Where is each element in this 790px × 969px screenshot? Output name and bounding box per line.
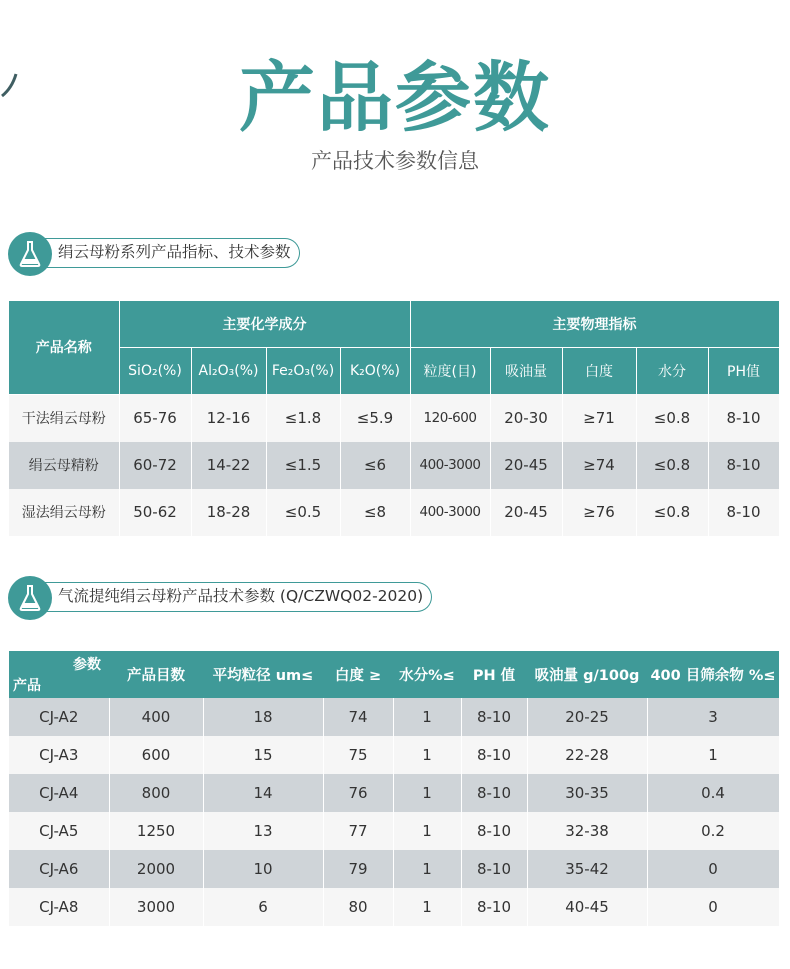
column-header: 吸油量 <box>490 348 562 395</box>
section-header-2 <box>8 576 468 620</box>
table-cell: ≥74 <box>562 442 636 489</box>
column-header: 水分%≤ <box>393 651 461 698</box>
table-cell: 3000 <box>109 888 203 926</box>
table-cell: 8-10 <box>461 774 527 812</box>
table-cell: 10 <box>203 850 323 888</box>
table-cell: 400-3000 <box>410 442 490 489</box>
table-cell: 12-16 <box>191 394 266 442</box>
table-cell: 8-10 <box>708 442 779 489</box>
table-cell: ≤8 <box>340 489 410 536</box>
table-cell: CJ-A3 <box>9 736 109 774</box>
page-subtitle: 产品技术参数信息 <box>311 149 479 173</box>
diagonal-header <box>9 651 109 698</box>
table-cell: 60-72 <box>119 442 191 489</box>
table-cell: 400-3000 <box>410 489 490 536</box>
table-cell: 74 <box>323 698 393 736</box>
table-cell: 18-28 <box>191 489 266 536</box>
section-title-1: 绢云母粉系列产品指标、技术参数 <box>30 238 300 268</box>
header-product-name: 产品名称 <box>9 301 119 394</box>
table-cell: CJ-A2 <box>9 698 109 736</box>
table-cell: 2000 <box>109 850 203 888</box>
column-header: PH 值 <box>461 651 527 698</box>
table-cell: 18 <box>203 698 323 736</box>
table-row <box>9 442 779 489</box>
column-header: PH值 <box>708 348 779 395</box>
column-header: 白度 <box>562 348 636 395</box>
table-cell: 76 <box>323 774 393 812</box>
table-cell: ≤0.8 <box>636 442 708 489</box>
table-cell: 8-10 <box>708 394 779 442</box>
table-cell: 绢云母精粉 <box>9 442 119 489</box>
table-cell: 79 <box>323 850 393 888</box>
table-cell: 6 <box>203 888 323 926</box>
table-cell: ≤1.8 <box>266 394 340 442</box>
column-header: 吸油量 g/100g <box>527 651 647 698</box>
table-cell: ≤1.5 <box>266 442 340 489</box>
table-cell: 0.4 <box>647 774 779 812</box>
table-cell: 8-10 <box>461 698 527 736</box>
table-row <box>9 736 779 774</box>
table-cell: 65-76 <box>119 394 191 442</box>
table-cell: 40-45 <box>527 888 647 926</box>
table-cell: 8-10 <box>461 888 527 926</box>
table-row <box>9 850 779 888</box>
table-cell: 1250 <box>109 812 203 850</box>
table-cell: 35-42 <box>527 850 647 888</box>
table-cell: 32-38 <box>527 812 647 850</box>
table-cell: 湿法绢云母粉 <box>9 489 119 536</box>
table-cell: 0 <box>647 888 779 926</box>
column-header: 400 目筛余物 %≤ <box>647 651 779 698</box>
table-cell: 1 <box>393 698 461 736</box>
table-cell: ≥71 <box>562 394 636 442</box>
table-cell: 3 <box>647 698 779 736</box>
column-header: 产品目数 <box>109 651 203 698</box>
column-header: 粒度(目) <box>410 348 490 395</box>
sericite-spec-table <box>9 301 780 536</box>
table-cell: 1 <box>393 774 461 812</box>
table-cell: 14-22 <box>191 442 266 489</box>
table-cell: 1 <box>393 736 461 774</box>
table-cell: 13 <box>203 812 323 850</box>
flask-icon <box>8 576 52 620</box>
table-cell: 20-25 <box>527 698 647 736</box>
table-cell: 8-10 <box>461 736 527 774</box>
table-cell: CJ-A4 <box>9 774 109 812</box>
header-group-physical: 主要物理指标 <box>410 301 779 348</box>
table-cell: ≥76 <box>562 489 636 536</box>
table-row <box>9 489 779 536</box>
table-cell: 15 <box>203 736 323 774</box>
table-cell: 20-30 <box>490 394 562 442</box>
page-title: 产品参数 <box>239 53 551 142</box>
table-cell: 77 <box>323 812 393 850</box>
table-cell: CJ-A5 <box>9 812 109 850</box>
table-cell: 1 <box>393 850 461 888</box>
column-header: 白度 ≥ <box>323 651 393 698</box>
section-title-2: 气流提纯绢云母粉产品技术参数 (Q/CZWQ02-2020) <box>30 582 432 612</box>
table-row <box>9 774 779 812</box>
section-header-1 <box>8 232 308 276</box>
table-cell: 0.2 <box>647 812 779 850</box>
column-header: 水分 <box>636 348 708 395</box>
table-row <box>9 698 779 736</box>
table-cell: ≤0.8 <box>636 394 708 442</box>
table-cell: 14 <box>203 774 323 812</box>
table-cell: ≤0.5 <box>266 489 340 536</box>
column-header: Al₂O₃(%) <box>191 348 266 395</box>
table-cell: ≤6 <box>340 442 410 489</box>
table-cell: 1 <box>393 888 461 926</box>
table-cell: CJ-A8 <box>9 888 109 926</box>
table-row <box>9 394 779 442</box>
table-cell: 600 <box>109 736 203 774</box>
flask-icon <box>8 232 52 276</box>
table-cell: 75 <box>323 736 393 774</box>
table-cell: 22-28 <box>527 736 647 774</box>
table-cell: 400 <box>109 698 203 736</box>
table-cell: 20-45 <box>490 442 562 489</box>
table-cell: 8-10 <box>461 850 527 888</box>
table-cell: 80 <box>323 888 393 926</box>
table-cell: ≤5.9 <box>340 394 410 442</box>
table-cell: 8-10 <box>708 489 779 536</box>
table-cell: 120-600 <box>410 394 490 442</box>
diag-header-product: 产品 <box>13 678 41 694</box>
table-cell: 0 <box>647 850 779 888</box>
airflow-sericite-spec-table <box>9 651 780 926</box>
table-cell: 800 <box>109 774 203 812</box>
table-row <box>9 812 779 850</box>
column-header: Fe₂O₃(%) <box>266 348 340 395</box>
table-cell: ≤0.8 <box>636 489 708 536</box>
table-cell: CJ-A6 <box>9 850 109 888</box>
header-group-chemical: 主要化学成分 <box>119 301 410 348</box>
column-header: 平均粒径 um≤ <box>203 651 323 698</box>
table-cell: 30-35 <box>527 774 647 812</box>
table-cell: 20-45 <box>490 489 562 536</box>
column-header: SiO₂(%) <box>119 348 191 395</box>
table-cell: 干法绢云母粉 <box>9 394 119 442</box>
table-row <box>9 888 779 926</box>
table-cell: 1 <box>393 812 461 850</box>
table-cell: 1 <box>647 736 779 774</box>
table-cell: 50-62 <box>119 489 191 536</box>
column-header: K₂O(%) <box>340 348 410 395</box>
diag-header-param: 参数 <box>73 657 101 673</box>
table-cell: 8-10 <box>461 812 527 850</box>
